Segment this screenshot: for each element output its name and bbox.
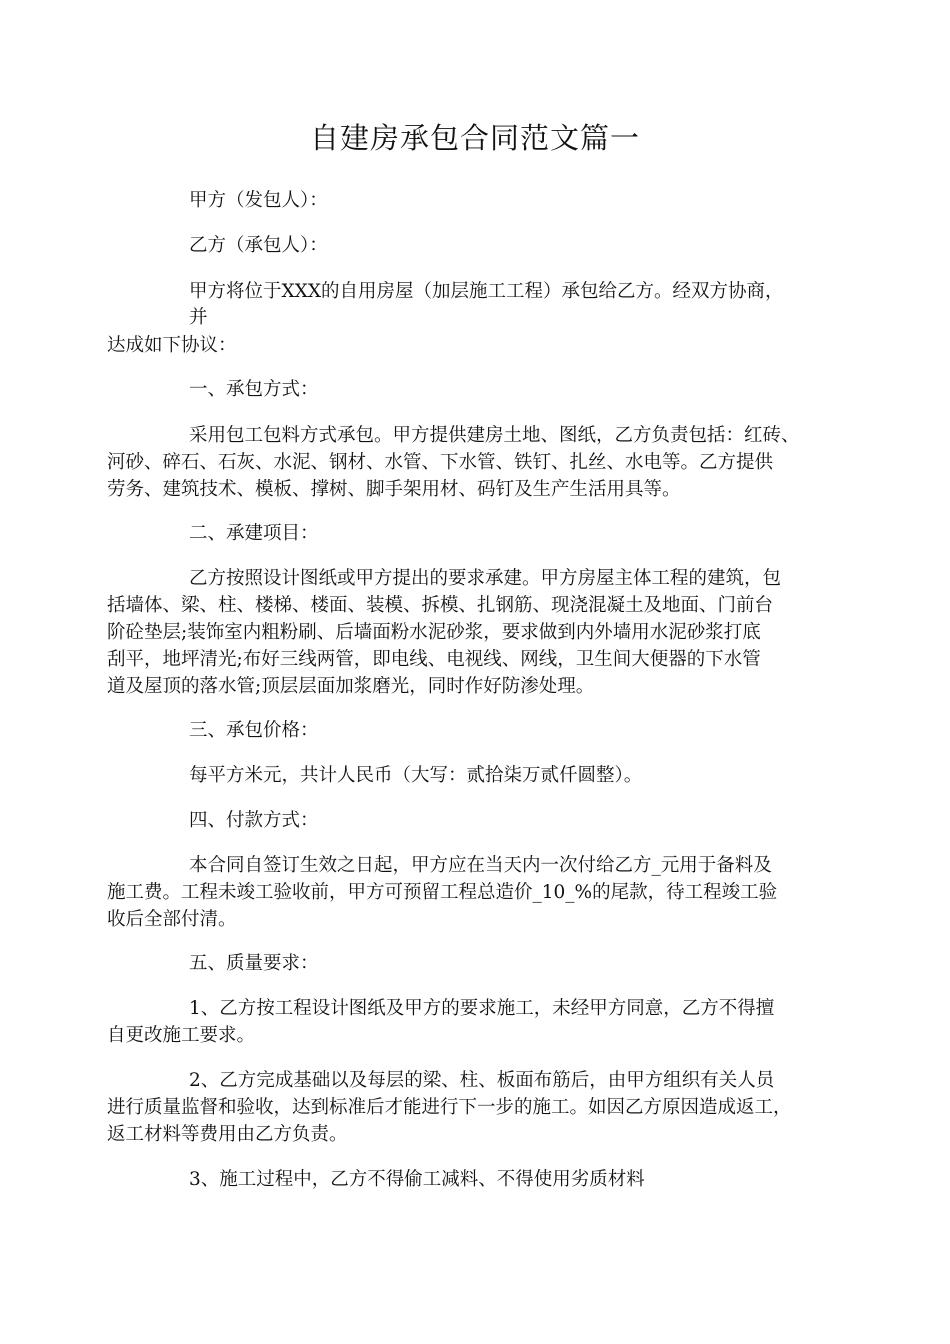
paragraph-line: 道及屋顶的落水管;顶层层面加浆磨光，同时作好防渗处理。	[107, 676, 595, 697]
paragraph-line: 达成如下协议：	[107, 335, 237, 356]
paragraph-line: 劳务、建筑技术、模板、撑树、脚手架用材、码钉及生产生活用具等。	[107, 479, 681, 500]
paragraph-line: 括墙体、梁、柱、楼梯、楼面、装模、拆模、扎钢筋、现浇混凝土及地面、门前台	[107, 595, 774, 616]
paragraph-line: 并	[189, 307, 208, 328]
document-title: 自建房承包合同范文篇一	[309, 121, 640, 155]
party-a-line: 甲方（发包人）：	[189, 190, 328, 211]
paragraph-line: 河砂、碎石、石灰、水泥、钢材、水管、下水管、铁钉、扎丝、水电等。乙方提供	[107, 452, 774, 473]
party-b-line: 乙方（承包人）：	[189, 235, 328, 256]
section-heading: 三、承包价格：	[189, 720, 319, 741]
section-heading: 五、质量要求：	[189, 953, 319, 974]
paragraph-line: 采用包工包料方式承包。甲方提供建房土地、图纸，乙方负责包括：红砖、	[189, 425, 800, 446]
paragraph-line: 2、乙方完成基础以及每层的梁、柱、板面布筋后，由甲方组织有关人员	[189, 1070, 775, 1091]
section-heading: 一、承包方式：	[189, 379, 319, 400]
paragraph-line: 1、乙方按工程设计图纸及甲方的要求施工，未经甲方同意，乙方不得擅	[189, 998, 775, 1019]
paragraph-line: 本合同自签订生效之日起，甲方应在当天内一次付给乙方_元用于备料及	[189, 855, 772, 876]
paragraph-line: 进行质量监督和验收，达到标准后才能进行下一步的施工。如因乙方原因造成返工，	[107, 1097, 792, 1118]
paragraph-line: 返工材料等费用由乙方负责。	[107, 1124, 348, 1145]
paragraph-line: 刮平，地坪清光;布好三线两管，即电线、电视线、网线，卫生间大便器的下水管	[107, 649, 761, 670]
paragraph-line: 每平方米元，共计人民币（大写：贰拾柒万贰仟圆整）。	[189, 765, 643, 786]
paragraph-line: 3、施工过程中，乙方不得偷工减料、不得使用劣质材料	[189, 1169, 645, 1190]
paragraph-line: 自更改施工要求。	[107, 1025, 256, 1046]
section-heading: 二、承建项目：	[189, 523, 319, 544]
paragraph-line: 乙方按照设计图纸或甲方提出的要求承建。甲方房屋主体工程的建筑，包	[189, 568, 782, 589]
paragraph-line: 施工费。工程未竣工验收前，甲方可预留工程总造价_10_%的尾款，待工程竣工验	[107, 882, 778, 903]
section-heading: 四、付款方式：	[189, 810, 319, 831]
paragraph-line: 阶砼垫层;装饰室内粗粉刷、后墙面粉水泥砂浆，要求做到内外墙用水泥砂浆打底	[107, 622, 761, 643]
paragraph-line: 甲方将位于XXX的自用房屋（加层施工工程）承包给乙方。经双方协商，	[189, 281, 784, 302]
paragraph-line: 收后全部付清。	[107, 909, 237, 930]
